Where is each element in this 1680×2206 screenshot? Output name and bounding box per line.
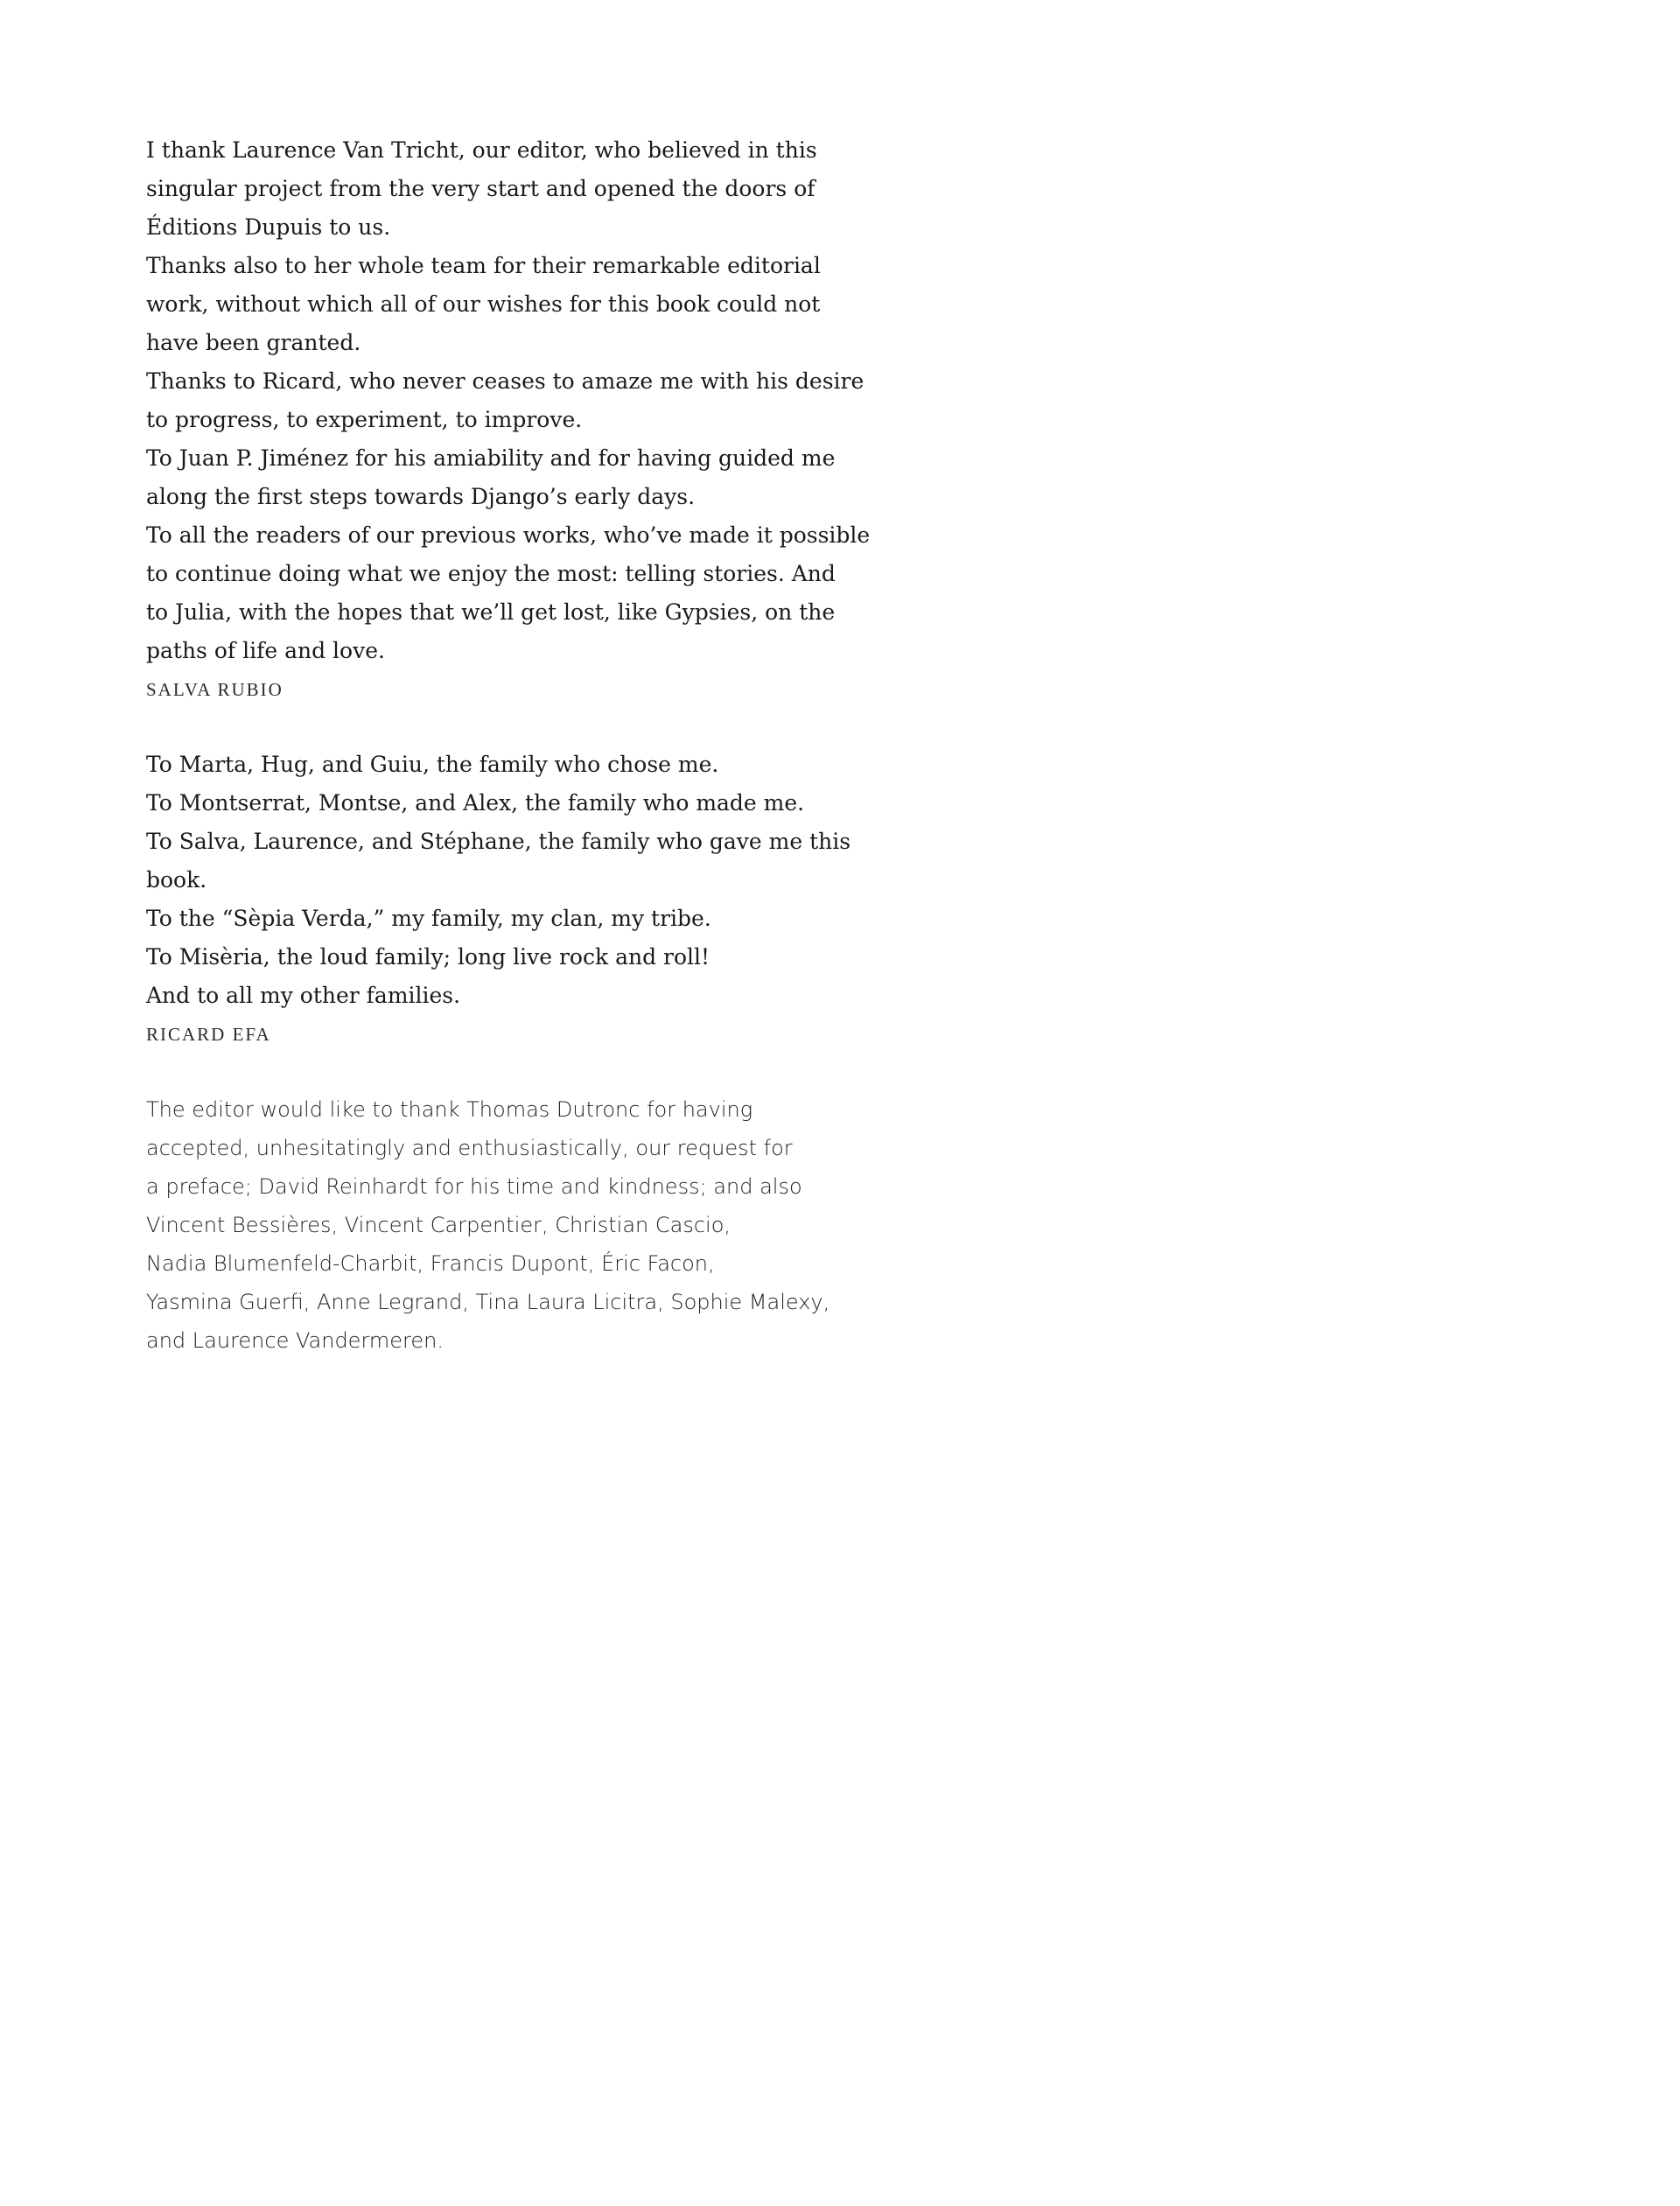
text-line: Thanks to Ricard, who never ceases to amaze me with his desire	[146, 368, 864, 394]
text-line: To the “Sèpia Verda,” my family, my clan, my tribe.	[146, 906, 711, 931]
signature-salva-rubio: SALVA RUBIO	[146, 679, 284, 700]
text-line: And to all my other families.	[146, 983, 461, 1008]
ricard-efa-acknowledgments	[146, 746, 851, 1054]
text-line: To Salva, Laurence, and Stéphane, the family who gave me this	[146, 829, 851, 854]
text-line: to continue doing what we enjoy the most: telling stories. And	[146, 561, 836, 586]
editor-acknowledgments	[146, 1090, 829, 1360]
text-line: To all the readers of our previous works, who’ve made it possible	[146, 522, 871, 548]
section-spacer	[146, 709, 829, 746]
text-line: Thanks also to her whole team for their remarkable editorial	[146, 253, 821, 278]
text-line: I thank Laurence Van Tricht, our editor, who believed in this	[146, 137, 817, 163]
text-line: book.	[146, 867, 207, 893]
text-line: Yasmina Guerfi, Anne Legrand, Tina Laura Licitra, Sophie Malexy,	[146, 1290, 830, 1314]
text-line: Nadia Blumenfeld-Charbit, Francis Dupont, Éric Facon,	[146, 1251, 715, 1276]
text-line: along the first steps towards Django’s early days.	[146, 484, 696, 509]
section-spacer	[146, 1054, 829, 1090]
text-line: to Julia, with the hopes that we’ll get lost, like Gypsies, on the	[146, 599, 836, 625]
text-line: To Juan P. Jiménez for his amiability and for having guided me	[146, 445, 836, 471]
text-line: To Marta, Hug, and Guiu, the family who chose me.	[146, 752, 719, 777]
text-line: Vincent Bessières, Vincent Carpentier, Christian Cascio,	[146, 1213, 732, 1237]
text-line: accepted, unhesitatingly and enthusiastically, our request for	[146, 1136, 793, 1160]
text-line: paths of life and love.	[146, 638, 385, 663]
text-line: work, without which all of our wishes for this book could not	[146, 291, 821, 317]
text-line: Éditions Dupuis to us.	[146, 214, 391, 240]
acknowledgments-page	[146, 131, 871, 1360]
text-line: a preface; David Reinhardt for his time and kindness; and also	[146, 1174, 802, 1199]
text-line: To Montserrat, Montse, and Alex, the family who made me.	[146, 790, 805, 816]
signature-ricard-efa: RICARD EFA	[146, 1024, 271, 1045]
text-line: and Laurence Vandermeren.	[146, 1328, 444, 1353]
text-line: singular project from the very start and opened the doors of	[146, 176, 816, 201]
text-line: The editor would like to thank Thomas Dutronc for having	[146, 1097, 753, 1122]
salva-rubio-acknowledgments	[146, 131, 871, 709]
text-line: to progress, to experiment, to improve.	[146, 407, 583, 432]
text-line: To Misèria, the loud family; long live rock and roll!	[146, 944, 710, 970]
text-line: have been granted.	[146, 330, 361, 355]
